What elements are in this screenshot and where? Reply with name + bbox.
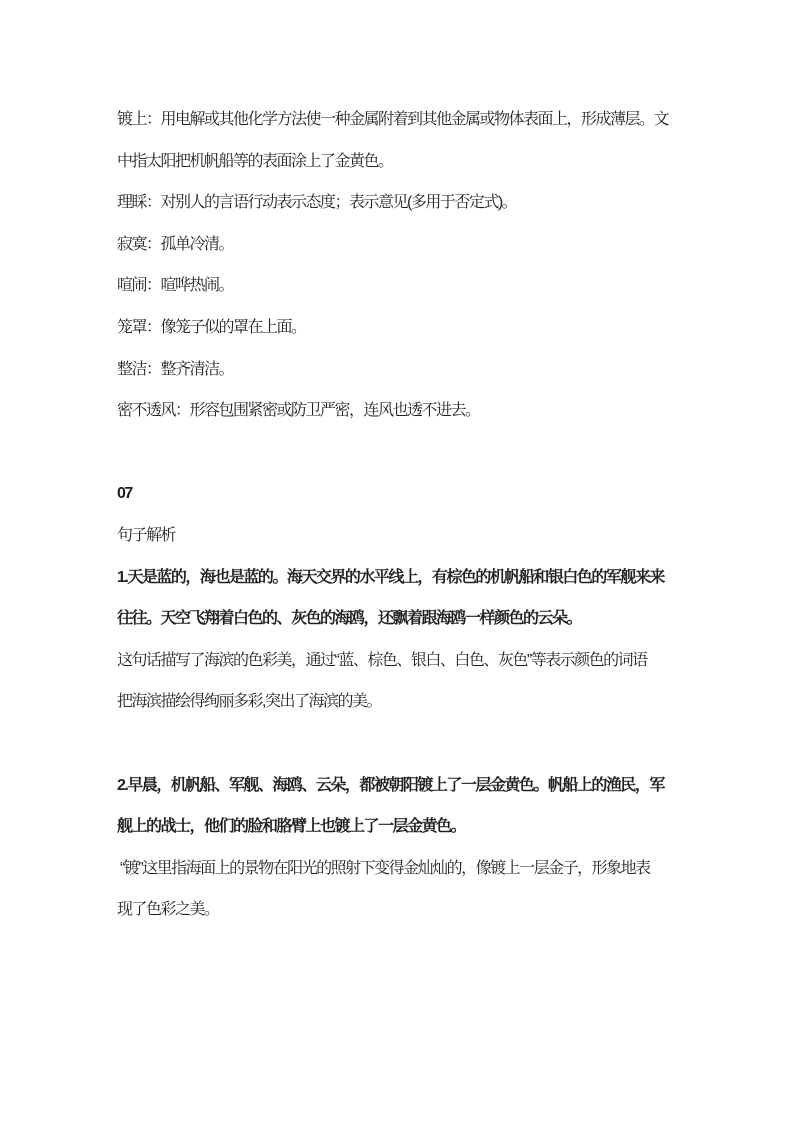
text-line: 喧闹：喧哗热闹。	[117, 277, 234, 295]
text-line: 这句话描写了海滨的色彩美，通过“蓝、棕色、银白、白色、灰色”等表示颜色的词语	[117, 651, 647, 669]
blank-line	[117, 432, 677, 474]
text-line: 整洁：整齐清洁。	[117, 360, 234, 378]
text-line: 舰上的战士，他们的脸和胳臂上也镀上了一层金黄色。	[117, 818, 466, 836]
text-line: 2.早晨，机帆船、军舰、海鸥、云朵，都被朝阳镀上了一层金黄色。帆船上的渔民，军	[117, 776, 664, 794]
text-line: “镀”这里指海面上的景物在阳光的照射下变得金灿灿的，像镀上一层金子，形象地表	[117, 859, 650, 877]
blank-line	[117, 723, 677, 765]
text-block	[117, 99, 677, 931]
text-line: 镀上：用电解或其他化学方法使一种金属附着到其他金属或物体表面上，形成薄层。文	[117, 111, 669, 128]
text-line: 往往。天空飞翔着白色的、灰色的海鸥，还飘着跟海鸥一样颜色的云朵。	[117, 610, 582, 628]
text-line: 1.天是蓝的，海也是蓝的。海天交界的水平线上，有棕色的机帆船和银白色的军舰来来	[117, 568, 664, 586]
text-line: 中指太阳把机帆船等的表面涂上了金黄色。	[117, 152, 393, 170]
text-line: 笼罩：像笼子似的罩在上面。	[117, 318, 306, 336]
text-line: 句子解析	[117, 526, 176, 544]
text-line: 理睬：对别人的言语行动表示态度；表示意见(多用于否定式)。	[117, 194, 517, 212]
text-line: 现了色彩之美。	[117, 901, 219, 919]
text-line: 把海滨描绘得绚丽多彩,突出了海滨的美。	[117, 693, 381, 711]
text-line: 07	[117, 485, 132, 503]
text-line: 密不透风：形容包围紧密或防卫严密，连风也透不进去。	[117, 402, 480, 420]
text-line: 寂寞：孤单冷清。	[117, 235, 234, 253]
